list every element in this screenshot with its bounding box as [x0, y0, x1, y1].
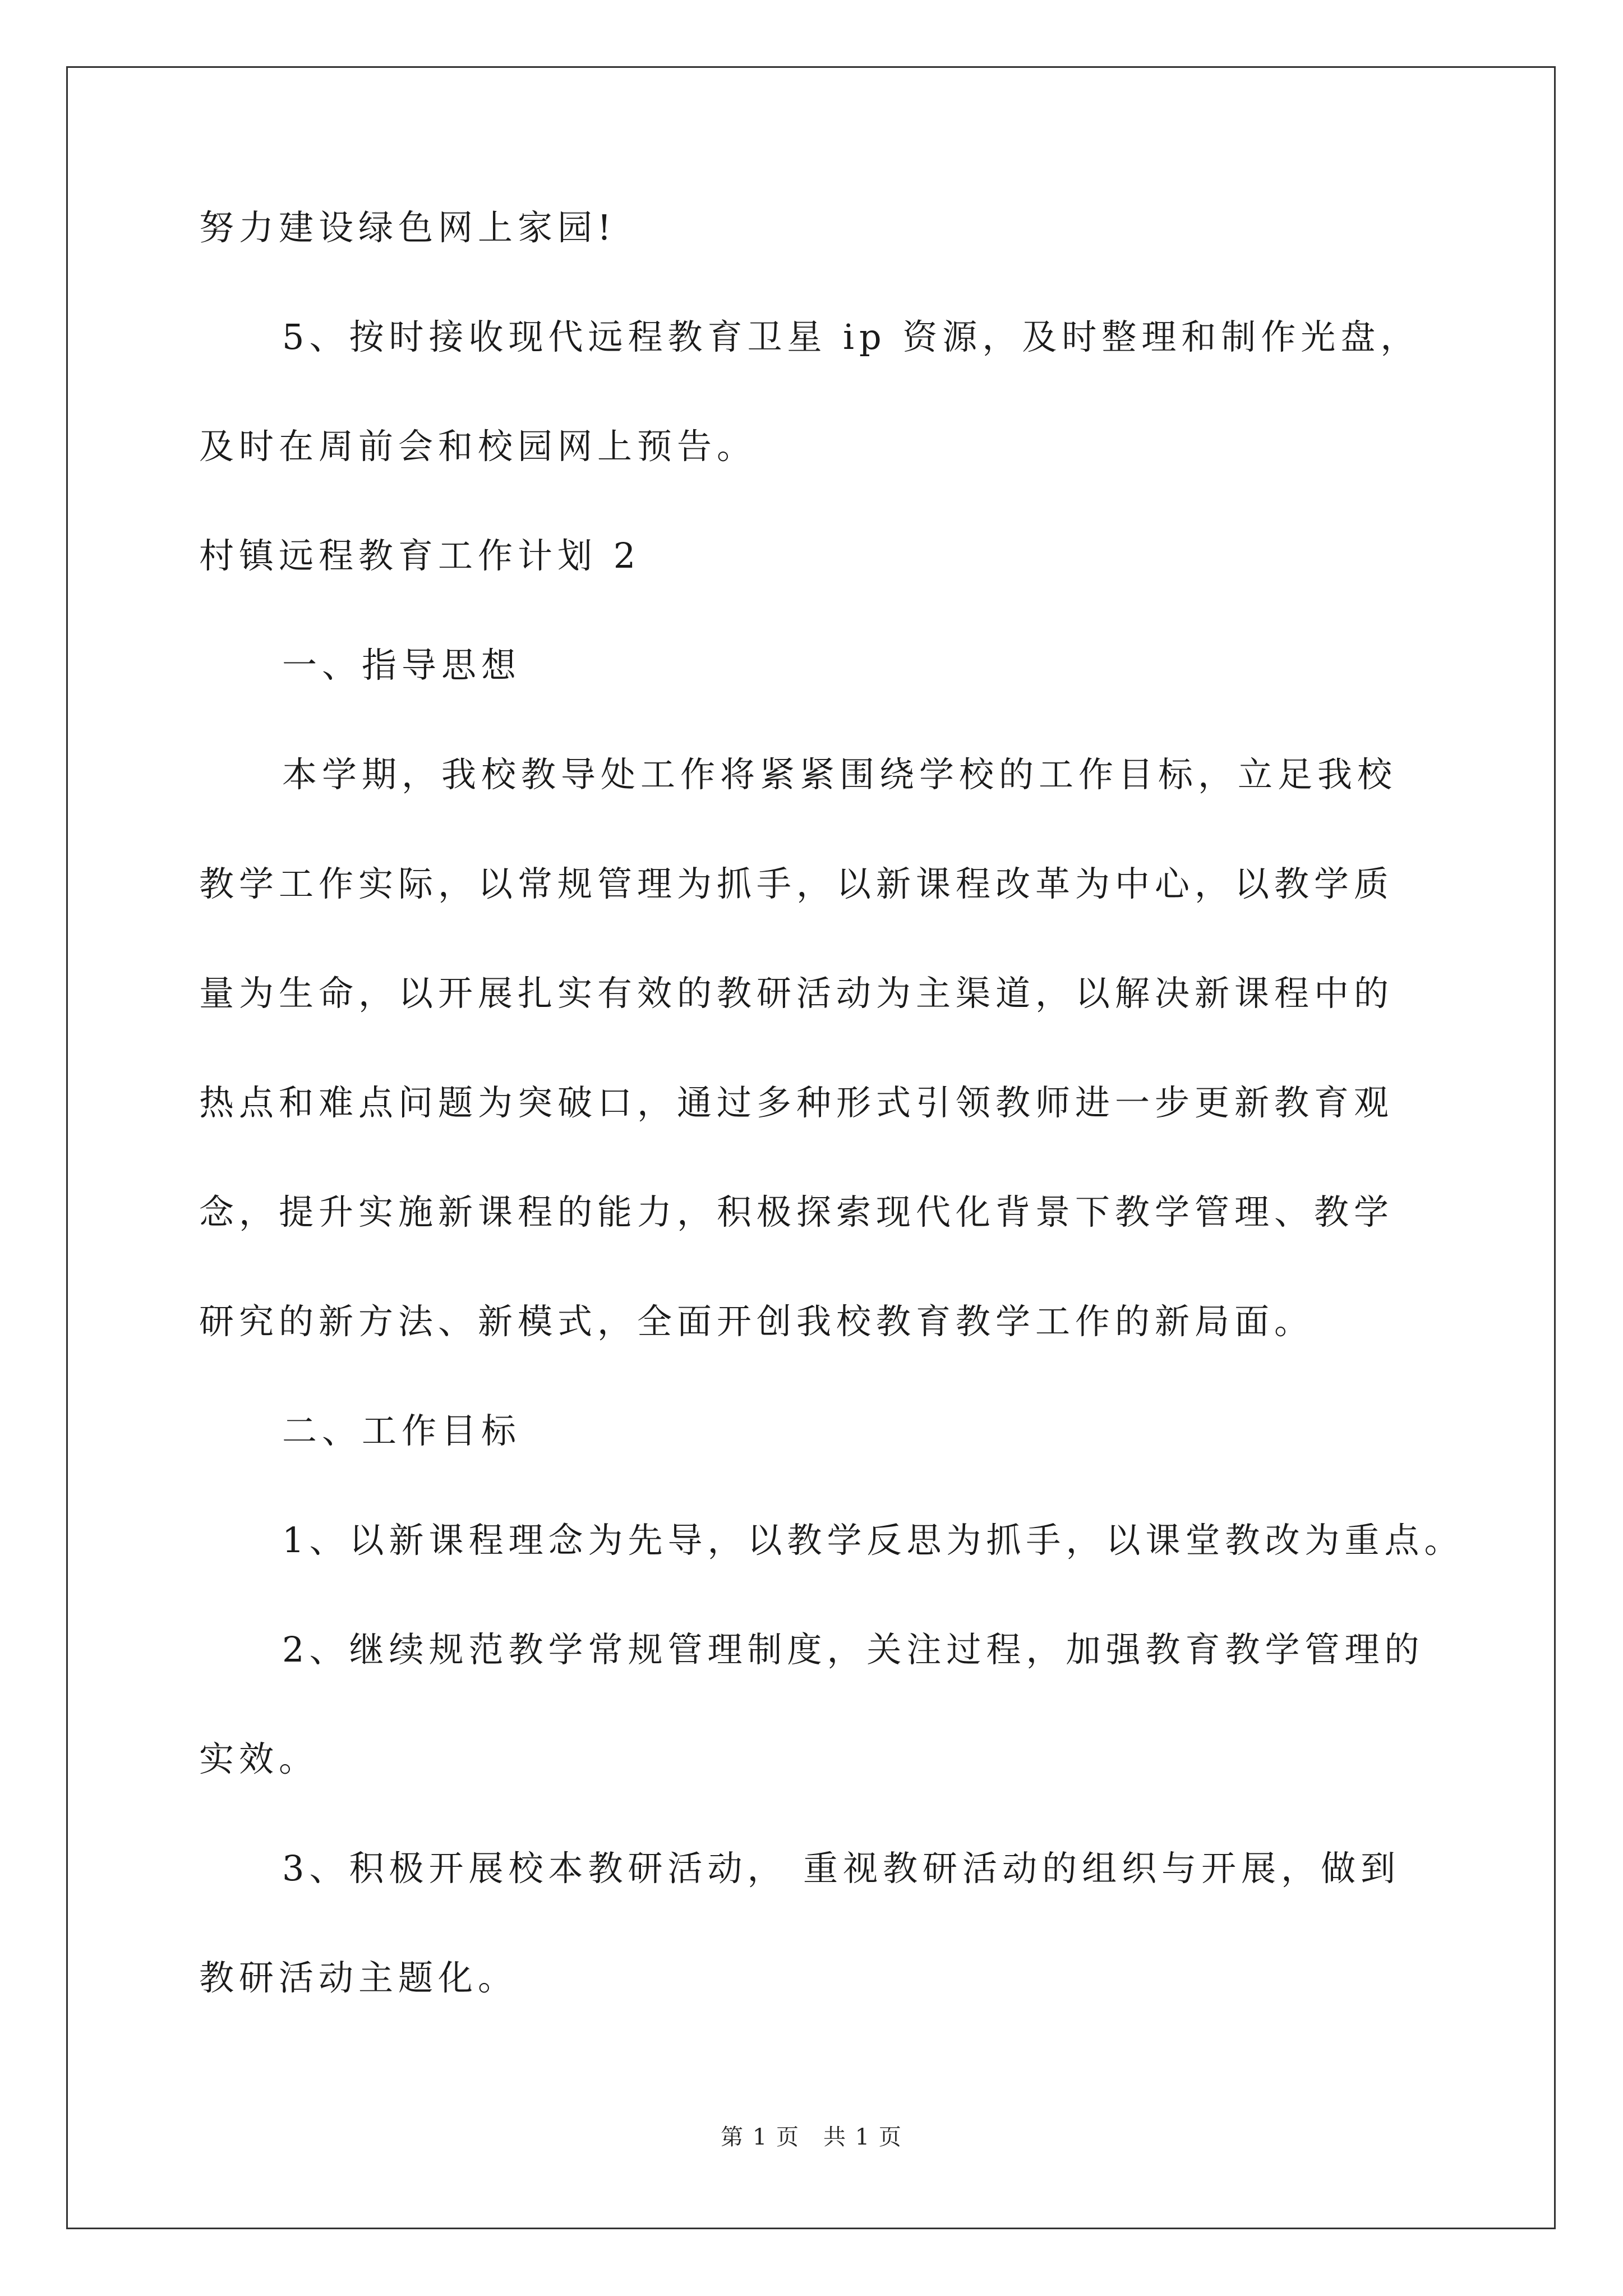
text-line: 3、积极开展校本教研活动， 重视教研活动的组织与开展，做到	[282, 1848, 1401, 1889]
text-line: 本学期，我校教导处工作将紧紧围绕学校的工作目标，立足我校	[282, 754, 1398, 795]
text-line: 努力建设绿色网上家园!	[199, 207, 616, 248]
text-line: 2、继续规范教学常规管理制度，关注过程，加强教育教学管理的	[282, 1629, 1424, 1670]
page-border	[66, 66, 1556, 2229]
text-line: 量为生命，以开展扎实有效的教研活动为主渠道，以解决新课程中的	[199, 973, 1394, 1014]
text-line: 实效。	[199, 1738, 319, 1779]
text-line: 及时在周前会和校园网上预告。	[199, 426, 757, 467]
text-line: 研究的新方法、新模式，全面开创我校教育教学工作的新局面。	[199, 1301, 1315, 1342]
text-line: 教研活动主题化。	[199, 1957, 518, 1998]
text-line: 念，提升实施新课程的能力，积极探索现代化背景下教学管理、教学	[199, 1191, 1394, 1232]
section-title: 村镇远程教育工作计划 2	[199, 535, 641, 576]
section-heading: 一、指导思想	[282, 645, 522, 685]
text-line: 1、以新课程理念为先导，以教学反思为抓手，以课堂教改为重点。	[282, 1520, 1464, 1561]
text-line: 5、按时接收现代远程教育卫星 ip 资源，及时整理和制作光盘，	[282, 316, 1421, 357]
text-line: 热点和难点问题为突破口，通过多种形式引领教师进一步更新教育观	[199, 1082, 1394, 1123]
page-number: 第 1 页 共 1 页	[721, 2124, 902, 2150]
section-heading: 二、工作目标	[282, 1410, 522, 1451]
text-line: 教学工作实际，以常规管理为抓手，以新课程改革为中心，以教学质	[199, 863, 1394, 904]
